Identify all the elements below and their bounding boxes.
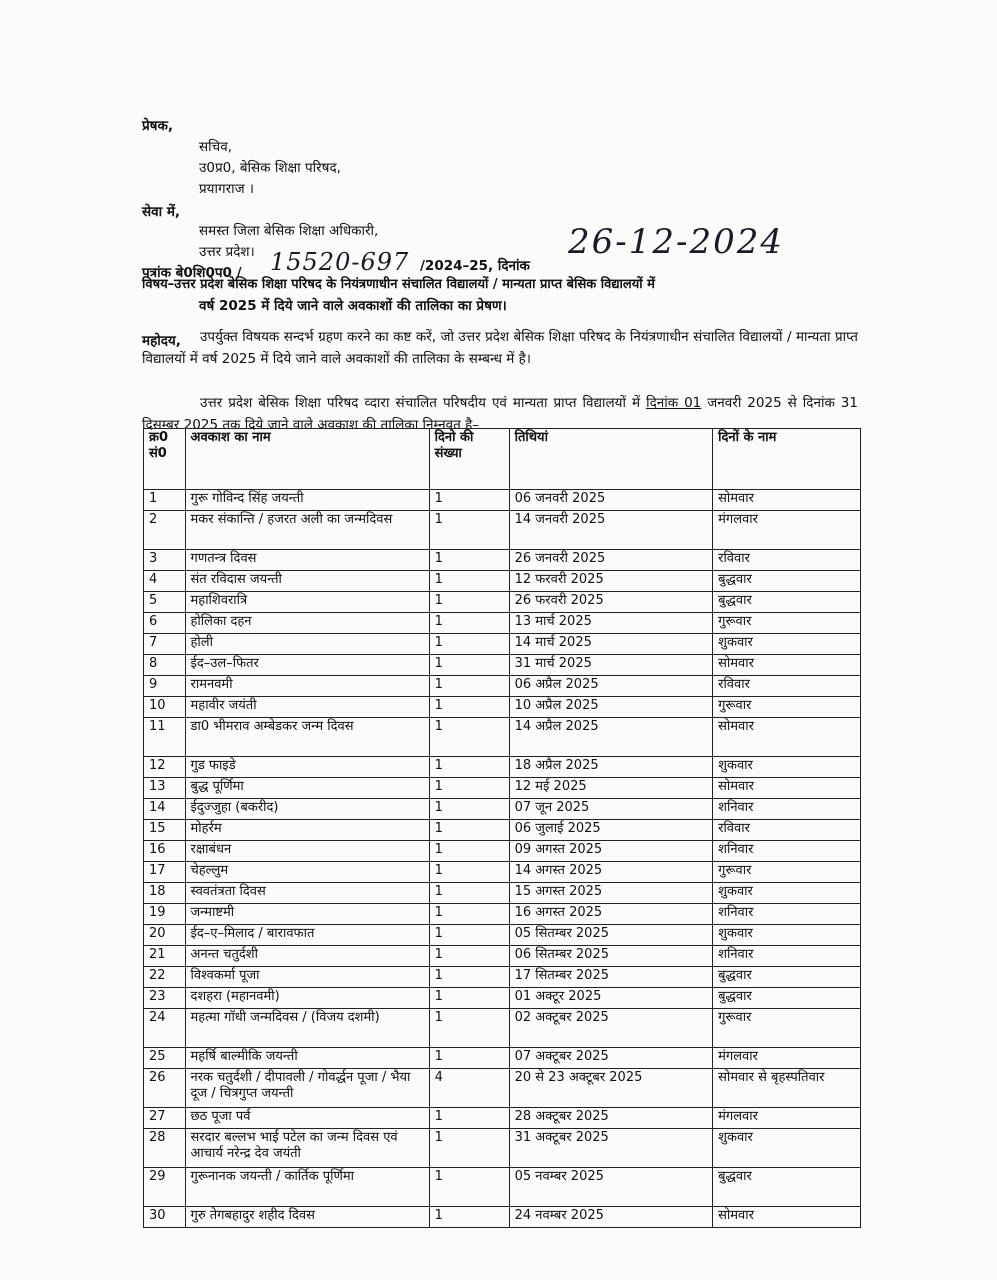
cell-serial: 23 [144,988,186,1009]
cell-holiday-name: संत रविदास जयन्ती [185,571,429,592]
cell-holiday-name: विश्वकर्मा पूजा [185,967,429,988]
table-row [144,1069,861,1108]
sender-designation: सचिव, [199,139,232,155]
cell-day-count: 1 [429,1108,509,1129]
cell-weekday: बुद्धवार [713,1168,861,1207]
cell-serial: 20 [144,925,186,946]
cell-date: 14 अप्रैल 2025 [509,718,713,757]
cell-serial: 15 [144,820,186,841]
cell-holiday-name: ईदुज्जुहा (बकरीद) [185,799,429,820]
cell-serial: 1 [144,490,186,511]
cell-holiday-name: रामनवमी [185,676,429,697]
table-row [144,883,861,904]
cell-day-count: 1 [429,1048,509,1069]
cell-weekday: शुकवार [713,1129,861,1168]
cell-serial: 30 [144,1207,186,1228]
cell-serial: 12 [144,757,186,778]
cell-serial: 17 [144,862,186,883]
cell-date: 07 जून 2025 [509,799,713,820]
cell-day-count: 1 [429,757,509,778]
table-row [144,634,861,655]
cell-date: 16 अगस्त 2025 [509,904,713,925]
cell-weekday: रविवार [713,550,861,571]
cell-day-count: 1 [429,718,509,757]
cell-holiday-name: महत्मा गॉधी जन्मदिवस / (विजय दशमी) [185,1009,429,1048]
table-row [144,511,861,550]
table-row [144,1129,861,1168]
cell-date: 05 नवम्बर 2025 [509,1168,713,1207]
cell-holiday-name: मोहर्रम [185,820,429,841]
cell-date: 14 अगस्त 2025 [509,862,713,883]
header-holiday-name: अवकाश का नाम [185,429,429,490]
cell-day-count: 1 [429,1207,509,1228]
cell-day-count: 1 [429,1009,509,1048]
header-weekday: दिनों के नाम [713,429,861,490]
letter-year-date-label: /2024–25, दिनांक [420,258,530,274]
cell-weekday: बुद्धवार [713,571,861,592]
cell-date: 12 फरवरी 2025 [509,571,713,592]
header-serial: क्र0 सं0 [144,429,186,490]
cell-weekday: गुरूवार [713,613,861,634]
cell-serial: 24 [144,1009,186,1048]
cell-holiday-name: छठ पूजा पर्व [185,1108,429,1129]
handwritten-letter-number: 15520-697 [270,248,410,276]
cell-date: 20 से 23 अक्टूबर 2025 [509,1069,713,1108]
table-row [144,490,861,511]
cell-day-count: 1 [429,571,509,592]
cell-day-count: 1 [429,967,509,988]
cell-day-count: 1 [429,925,509,946]
cell-date: 18 अप्रैल 2025 [509,757,713,778]
cell-weekday: बुद्धवार [713,967,861,988]
cell-weekday: सोमवार से बृहस्पतिवार [713,1069,861,1108]
cell-date: 26 फरवरी 2025 [509,592,713,613]
cell-date: 26 जनवरी 2025 [509,550,713,571]
cell-serial: 2 [144,511,186,550]
table-row [144,841,861,862]
cell-weekday: सोमवार [713,718,861,757]
table-row [144,946,861,967]
cell-serial: 22 [144,967,186,988]
table-row [144,1207,861,1228]
subject-line-1: विषय–उत्तर प्रदेश बेसिक शिक्षा परिषद के नियंत्रणाधीन संचालित विद्यालयों / मान्यता प्राप्त बेसिक विद्यालयों में [142,277,655,292]
cell-day-count: 1 [429,613,509,634]
cell-holiday-name: गुड फाइडे [185,757,429,778]
cell-serial: 5 [144,592,186,613]
table-row [144,1009,861,1048]
cell-day-count: 1 [429,655,509,676]
cell-day-count: 1 [429,841,509,862]
cell-holiday-name: स्ववतंत्रता दिवस [185,883,429,904]
cell-date: 06 जुलाई 2025 [509,820,713,841]
cell-date: 06 जनवरी 2025 [509,490,713,511]
cell-holiday-name: चेहल्लुम [185,862,429,883]
cell-weekday: मंगलवार [713,1048,861,1069]
cell-date: 13 मार्च 2025 [509,613,713,634]
cell-weekday: शुकवार [713,634,861,655]
cell-day-count: 4 [429,1069,509,1108]
header-day-count: दिनो की संख्या [429,429,509,490]
cell-date: 02 अक्टूबर 2025 [509,1009,713,1048]
cell-date: 06 अप्रैल 2025 [509,676,713,697]
cell-holiday-name: सरदार बल्लभ भाई पटेल का जन्म दिवस एवं आचार्य नरेन्द्र देव जयंती [185,1129,429,1168]
cell-date: 07 अक्टूबर 2025 [509,1048,713,1069]
salutation: महोदय, [142,333,181,349]
cell-date: 28 अक्टूबर 2025 [509,1108,713,1129]
table-row [144,1048,861,1069]
cell-serial: 7 [144,634,186,655]
cell-serial: 29 [144,1168,186,1207]
cell-holiday-name: जन्माष्टमी [185,904,429,925]
cell-holiday-name: नरक चतुर्दशी / दीपावली / गोवर्द्धन पूजा / भैया दूज / चित्रगुप्त जयन्ती [185,1069,429,1108]
cell-day-count: 1 [429,634,509,655]
cell-holiday-name: होली [185,634,429,655]
table-row [144,799,861,820]
table-row [144,550,861,571]
cell-serial: 16 [144,841,186,862]
cell-day-count: 1 [429,697,509,718]
cell-date: 31 अक्टूबर 2025 [509,1129,713,1168]
table-row [144,592,861,613]
table-row [144,676,861,697]
header-dates: तिथियां [509,429,713,490]
cell-serial: 11 [144,718,186,757]
table-row [144,571,861,592]
cell-date: 10 अप्रैल 2025 [509,697,713,718]
table-row [144,988,861,1009]
cell-date: 12 मई 2025 [509,778,713,799]
cell-date: 05 सितम्बर 2025 [509,925,713,946]
cell-holiday-name: गुरु तेगबहादुर शहीद दिवस [185,1207,429,1228]
cell-day-count: 1 [429,778,509,799]
table-row [144,655,861,676]
cell-date: 14 मार्च 2025 [509,634,713,655]
cell-holiday-name: डा0 भीमराव अम्बेडकर जन्म दिवस [185,718,429,757]
table-row [144,904,861,925]
cell-weekday: गुरूवार [713,697,861,718]
cell-serial: 8 [144,655,186,676]
cell-weekday: शनिवार [713,904,861,925]
cell-date: 24 नवम्बर 2025 [509,1207,713,1228]
table-row [144,862,861,883]
cell-holiday-name: महर्षि बाल्मीकि जयन्ती [185,1048,429,1069]
cell-weekday: गुरूवार [713,1009,861,1048]
cell-serial: 10 [144,697,186,718]
handwritten-letter-date: 26-12-2024 [568,222,785,262]
cell-holiday-name: अनन्त चतुर्दशी [185,946,429,967]
table-header-row [144,429,861,490]
cell-day-count: 1 [429,862,509,883]
cell-holiday-name: होलिका दहन [185,613,429,634]
cell-holiday-name: ईद–उल–फितर [185,655,429,676]
cell-weekday: सोमवार [713,778,861,799]
cell-date: 01 अक्टूर 2025 [509,988,713,1009]
cell-holiday-name: गुरूनानक जयन्ती / कार्तिक पूर्णिमा [185,1168,429,1207]
paragraph-1: उपर्युक्त विषयक सन्दर्भ ग्रहण करने का कष्ट करें, जो उत्तर प्रदेश बेसिक शिक्षा परिषद के नियंत्रणाधीन संचालित विद्यालयों / मान्यता प्राप्त विद्यालयों में वर्ष 2025 में दिये जाने वाले अवकाशों की तालिका के सम्बन्ध में है। [142,329,858,367]
table-row [144,697,861,718]
cell-day-count: 1 [429,550,509,571]
cell-serial: 28 [144,1129,186,1168]
cell-date: 09 अगस्त 2025 [509,841,713,862]
cell-date: 15 अगस्त 2025 [509,883,713,904]
holiday-table [143,428,861,1228]
cell-day-count: 1 [429,1129,509,1168]
table-row [144,1108,861,1129]
cell-serial: 19 [144,904,186,925]
cell-serial: 13 [144,778,186,799]
holiday-table-body [144,490,861,1228]
cell-weekday: गुरूवार [713,862,861,883]
cell-weekday: बुद्धवार [713,988,861,1009]
cell-day-count: 1 [429,820,509,841]
table-row [144,778,861,799]
cell-holiday-name: रक्षाबंधन [185,841,429,862]
paragraph-2-text-a: उत्तर प्रदेश बेसिक शिक्षा परिषद व्दारा संचालित परिषदीय एवं मान्यता प्राप्त विद्यालयों में [200,395,641,411]
sender-label: प्रेषक, [142,118,173,134]
cell-day-count: 1 [429,904,509,925]
recipient-state: उत्तर प्रदेश। [199,244,255,260]
cell-holiday-name: ईद–ए–मिलाद / बारावफात [185,925,429,946]
cell-date: 17 सितम्बर 2025 [509,967,713,988]
recipient-designation: समस्त जिला बेसिक शिक्षा अधिकारी, [199,223,379,239]
recipient-label: सेवा में, [142,204,181,220]
cell-day-count: 1 [429,592,509,613]
cell-serial: 18 [144,883,186,904]
letter-number-prefix: पत्रांक बे0शि0प0 / [142,265,242,281]
subject-line-2: वर्ष 2025 में दिये जाने वाले अवकाशों की तालिका का प्रेषण। [199,298,507,314]
cell-serial: 4 [144,571,186,592]
table-row [144,718,861,757]
cell-weekday: शनिवार [713,799,861,820]
cell-holiday-name: मकर संकान्ति / हजरत अली का जन्मदिवस [185,511,429,550]
cell-serial: 21 [144,946,186,967]
cell-serial: 26 [144,1069,186,1108]
cell-weekday: शनिवार [713,946,861,967]
cell-holiday-name: गुरू गोविन्द सिंह जयन्ती [185,490,429,511]
table-row [144,820,861,841]
cell-holiday-name: गणतन्त्र दिवस [185,550,429,571]
cell-day-count: 1 [429,676,509,697]
table-row [144,967,861,988]
cell-serial: 3 [144,550,186,571]
paragraph-2-date-start: दिनांक 01 [646,395,702,411]
sender-office: उ0प्र0, बेसिक शिक्षा परिषद, [199,160,341,176]
table-row [144,1168,861,1207]
cell-serial: 25 [144,1048,186,1069]
cell-serial: 9 [144,676,186,697]
cell-weekday: शनिवार [713,841,861,862]
cell-weekday: शुकवार [713,757,861,778]
table-row [144,925,861,946]
table-row [144,613,861,634]
cell-day-count: 1 [429,1168,509,1207]
cell-date: 06 सितम्बर 2025 [509,946,713,967]
cell-date: 31 मार्च 2025 [509,655,713,676]
sender-city: प्रयागराज । [199,181,255,197]
paragraph-2-text-c: जनवरी 2025 से दिनांक 31 दिसम्बर 2025 तक दिये जाने वाले अवकाश की तालिका निम्नवत है– [142,395,858,433]
cell-weekday: सोमवार [713,490,861,511]
cell-date: 14 जनवरी 2025 [509,511,713,550]
cell-day-count: 1 [429,799,509,820]
cell-weekday: मंगलवार [713,511,861,550]
cell-weekday: बुद्धवार [713,592,861,613]
cell-day-count: 1 [429,511,509,550]
cell-serial: 6 [144,613,186,634]
cell-day-count: 1 [429,946,509,967]
cell-day-count: 1 [429,883,509,904]
cell-weekday: रविवार [713,820,861,841]
cell-day-count: 1 [429,988,509,1009]
cell-weekday: सोमवार [713,1207,861,1228]
cell-holiday-name: महावीर जयंती [185,697,429,718]
cell-holiday-name: महाशिवरात्रि [185,592,429,613]
cell-serial: 14 [144,799,186,820]
cell-weekday: सोमवार [713,655,861,676]
cell-weekday: शुकवार [713,925,861,946]
cell-serial: 27 [144,1108,186,1129]
cell-weekday: मंगलवार [713,1108,861,1129]
cell-holiday-name: बुद्ध पूर्णिमा [185,778,429,799]
cell-weekday: शुकवार [713,883,861,904]
cell-holiday-name: दशहरा (महानवमी) [185,988,429,1009]
cell-day-count: 1 [429,490,509,511]
table-row [144,757,861,778]
cell-weekday: रविवार [713,676,861,697]
